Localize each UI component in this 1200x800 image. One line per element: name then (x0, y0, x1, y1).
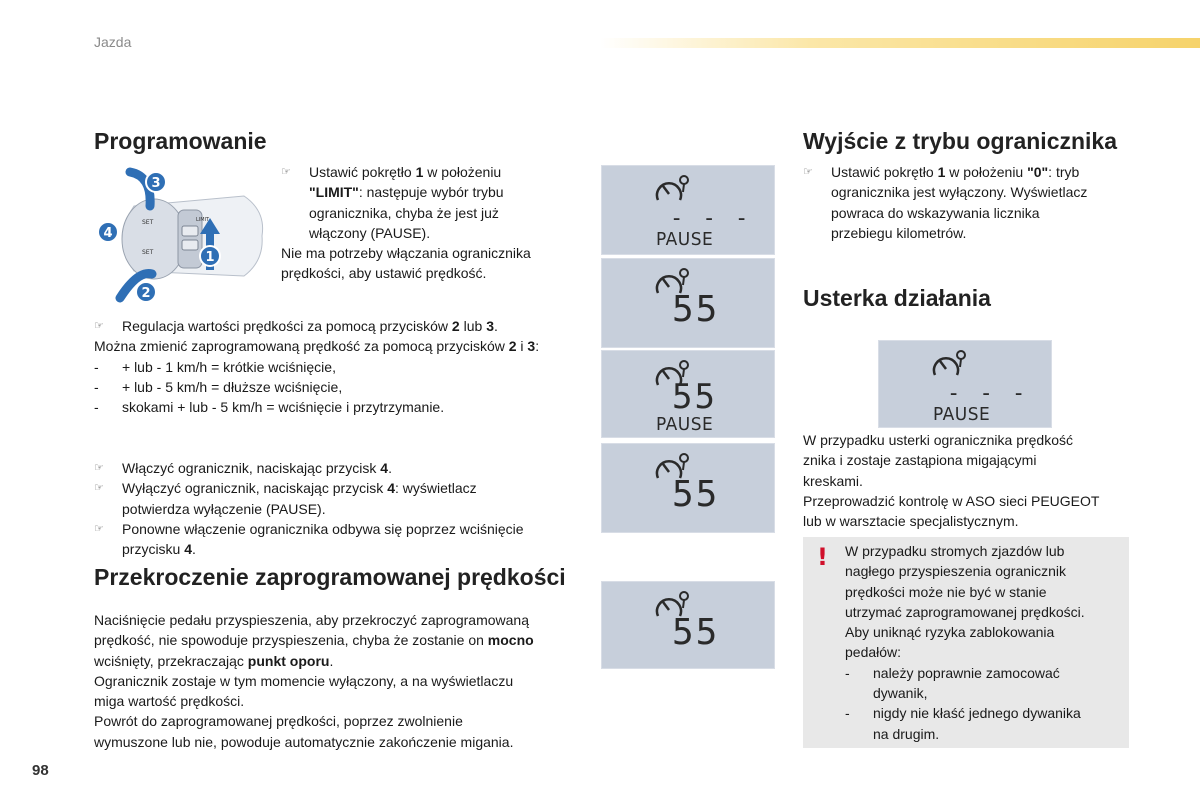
programming-step-1: ☞ Ustawić pokrętło 1 w położeniu "LIMIT": następuje wybór trybu ogranicznika, chyba że jest już włączony (PAUSE). Nie ma potrzeby włączania ogranicznika prędkości, aby ustawić prędkość. (281, 162, 571, 284)
pointing-hand-icon: ☞ (94, 320, 104, 332)
display-speed-value: 55 (672, 289, 720, 330)
header-accent-bar (600, 38, 1200, 48)
display-dashes: - - - (947, 381, 1029, 406)
svg-text:LIMIT: LIMIT (196, 217, 210, 223)
section-title-usterka: Usterka działania (803, 285, 991, 311)
control-stalk-diagram (94, 166, 272, 308)
pointing-hand-icon: ☞ (803, 166, 813, 178)
dash-item: - + lub - 5 km/h = dłuższe wciśnięcie, (94, 378, 343, 395)
pointing-hand-icon: ☞ (94, 522, 104, 535)
display-speed-55-b (601, 443, 775, 533)
section-header: Jazda (94, 34, 132, 50)
display-pause-label: PAUSE (656, 414, 714, 436)
on-off-block: ☞ Włączyć ogranicznik, naciskając przycisk 4. ☞ Wyłączyć ogranicznik, naciskając przycisk 4: wyświetlacz potwierdza wyłączenie (PAUSE). ☞ Ponowne włączenie ogranicznika odbywa się poprzez wciśnięcie przycisku 4. (94, 460, 524, 558)
speedometer-icon (654, 174, 690, 208)
warning-dash-item: - należy poprawnie zamocować dywanik, (845, 664, 1060, 702)
exceeding-speed-text: Naciśnięcie pedału przyspieszenia, aby przekroczyć zaprogramowaną prędkość, nie spowoduje przyspieszenia, chyba że zostanie on mocno wciśnięty, przekraczając punkt oporu. Ogranicznik zostaje w tym momencie wyłączony, a na wyświetlaczu miga wartość prędkości. Powrót do zaprogramowanej prędkości, poprzez zwolnienie wymuszone lub nie, powoduje automatycznie zakończenie migania. (94, 612, 534, 750)
display-speed-55 (601, 258, 775, 348)
fault-text: W przypadku usterki ogranicznika prędkość znika i zostaje zastąpiona migającymi kreskami. Przeprowadzić kontrolę w ASO sieci PEUGEOT lub w warsztacie specjalistycznym. (803, 432, 1100, 530)
display-fault-pause (878, 340, 1052, 428)
diagram-label-3: 3 (151, 176, 161, 191)
pointing-hand-icon: ☞ (281, 166, 291, 178)
dash-item: - skokami + lub - 5 km/h = wciśnięcie i przytrzymanie. (94, 399, 445, 416)
section-title-programowanie: Programowanie (94, 128, 267, 154)
warning-box (803, 537, 1129, 748)
section-title-przekroczenie: Przekroczenie zaprogramowanej prędkości (94, 564, 566, 590)
warning-text: W przypadku stromych zjazdów lub nagłego przyspieszenia ogranicznik prędkości może nie być w stanie utrzymać zaprogramowanej prędkości. Aby uniknąć ryzyka zablokowania pedałów: (845, 543, 1085, 661)
svg-text:SET: SET (142, 249, 154, 256)
display-pause-dashes (601, 165, 775, 255)
display-dashes: - - - (670, 206, 752, 231)
section-title-wyjscie: Wyjście z trybu ogranicznika (803, 128, 1118, 154)
warning-dash-item: - nigdy nie kłaść jednego dywanika na drugim. (845, 705, 1081, 742)
display-pause-label: PAUSE (933, 404, 991, 426)
exit-mode-text: ☞ Ustawić pokrętło 1 w położeniu "0": tryb ogranicznika jest wyłączony. Wyświetlacz powraca do wskazywania licznika przebiegu kilometrów. (803, 164, 1088, 241)
speed-adjustment-block: ☞ Regulacja wartości prędkości za pomocą przycisków 2 lub 3. Można zmienić zaprogramowaną prędkość za pomocą przycisków 2 i 3: - + lub - 1 km/h = krótkie wciśnięcie, - + lub - 5 km/h = dłuższe wciśnięcie, - skokami + lub - 5 km/h = wciśnięcie i przytrzymanie. (94, 316, 594, 417)
display-speed-55-pause (601, 350, 775, 438)
stalk-illustration (94, 166, 272, 308)
svg-text:SET: SET (142, 219, 154, 226)
display-speed-55-c (601, 581, 775, 669)
diagram-label-4: 4 (103, 226, 113, 241)
programming-note: Nie ma potrzeby włączania ogranicznika prędkości, aby ustawić prędkość. (281, 245, 531, 282)
dash-item: - + lub - 1 km/h = krótkie wciśnięcie, (94, 358, 336, 375)
speedometer-icon (931, 349, 967, 383)
warning-exclamation-icon: ! (817, 543, 828, 571)
page-number: 98 (32, 762, 49, 779)
pointing-hand-icon: ☞ (94, 482, 104, 495)
display-speed-value: 55 (672, 377, 717, 417)
diagram-label-1: 1 (205, 250, 215, 265)
display-speed-value: 55 (672, 474, 720, 515)
pointing-hand-icon: ☞ (94, 462, 104, 474)
display-speed-value: 55 (672, 612, 720, 653)
diagram-label-2: 2 (141, 286, 151, 301)
display-pause-label: PAUSE (656, 229, 714, 251)
